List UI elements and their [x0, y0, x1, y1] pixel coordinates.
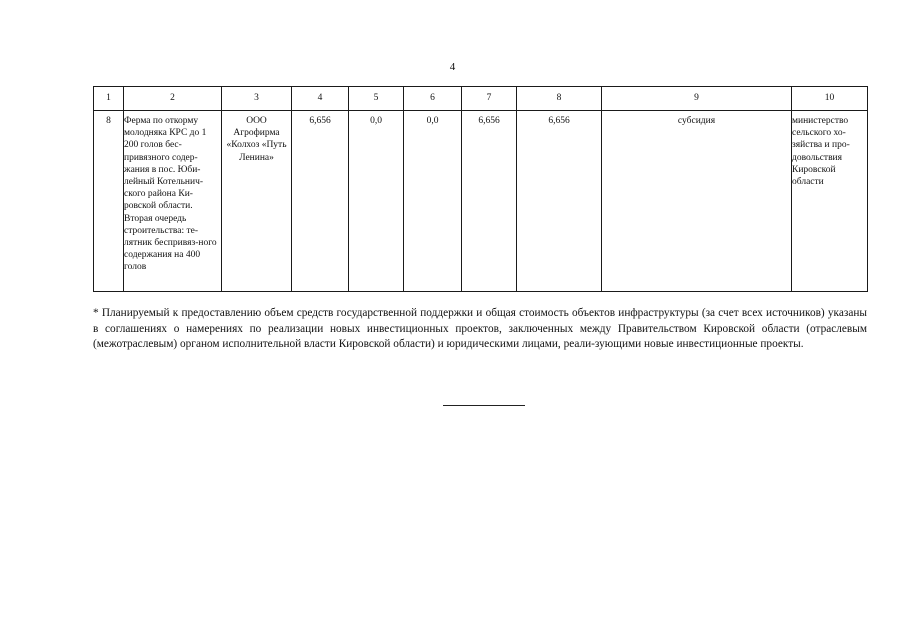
value-cell-8: 6,656 — [517, 111, 602, 292]
column-header-4: 4 — [292, 87, 349, 111]
value-cell-7: 6,656 — [462, 111, 517, 292]
column-header-8: 8 — [517, 87, 602, 111]
column-header-9: 9 — [602, 87, 792, 111]
value-cell-4: 6,656 — [292, 111, 349, 292]
column-header-5: 5 — [349, 87, 404, 111]
investor-cell: ООО Агрофирма «Колхоз «Путь Ленина» — [222, 111, 292, 292]
row-number-cell: 8 — [94, 111, 124, 292]
column-header-1: 1 — [94, 87, 124, 111]
responsible-body-cell: министерство сельского хо-зяйства и про-довольствия Кировской области — [792, 111, 868, 292]
table-row — [94, 111, 868, 292]
end-divider — [443, 405, 525, 406]
object-name-cell: Ферма по откорму молодняка КРС до 1 200 голов бес-привязного содер-жания в пос. Юби-лейный Котельнич-ского района Ки-ровской области. Вторая очередь строительства: те-лятник беспривяз-ного содержания на 400 голов — [124, 111, 222, 292]
value-cell-5: 0,0 — [349, 111, 404, 292]
value-cell-6: 0,0 — [404, 111, 462, 292]
data-table — [93, 86, 868, 292]
page-number: 4 — [449, 61, 456, 73]
table-header-row — [94, 87, 868, 111]
column-header-10: 10 — [792, 87, 868, 111]
footnote: * Планируемый к предоставлению объем средств государственной поддержки и общая стоимость объектов инфраструктуры (за счет всех источников) указаны в соглашениях о намерениях по реализации новых инвестиционных проектов, заключенных между Правительством Кировской области (отраслевым (межотраслевым) органом исполнительной власти Кировской области) и юридическими лицами, реали-зующими новые инвестиционные проекты. — [93, 307, 867, 350]
column-header-2: 2 — [124, 87, 222, 111]
support-type-cell: субсидия — [602, 111, 792, 292]
column-header-7: 7 — [462, 87, 517, 111]
column-header-6: 6 — [404, 87, 462, 111]
column-header-3: 3 — [222, 87, 292, 111]
